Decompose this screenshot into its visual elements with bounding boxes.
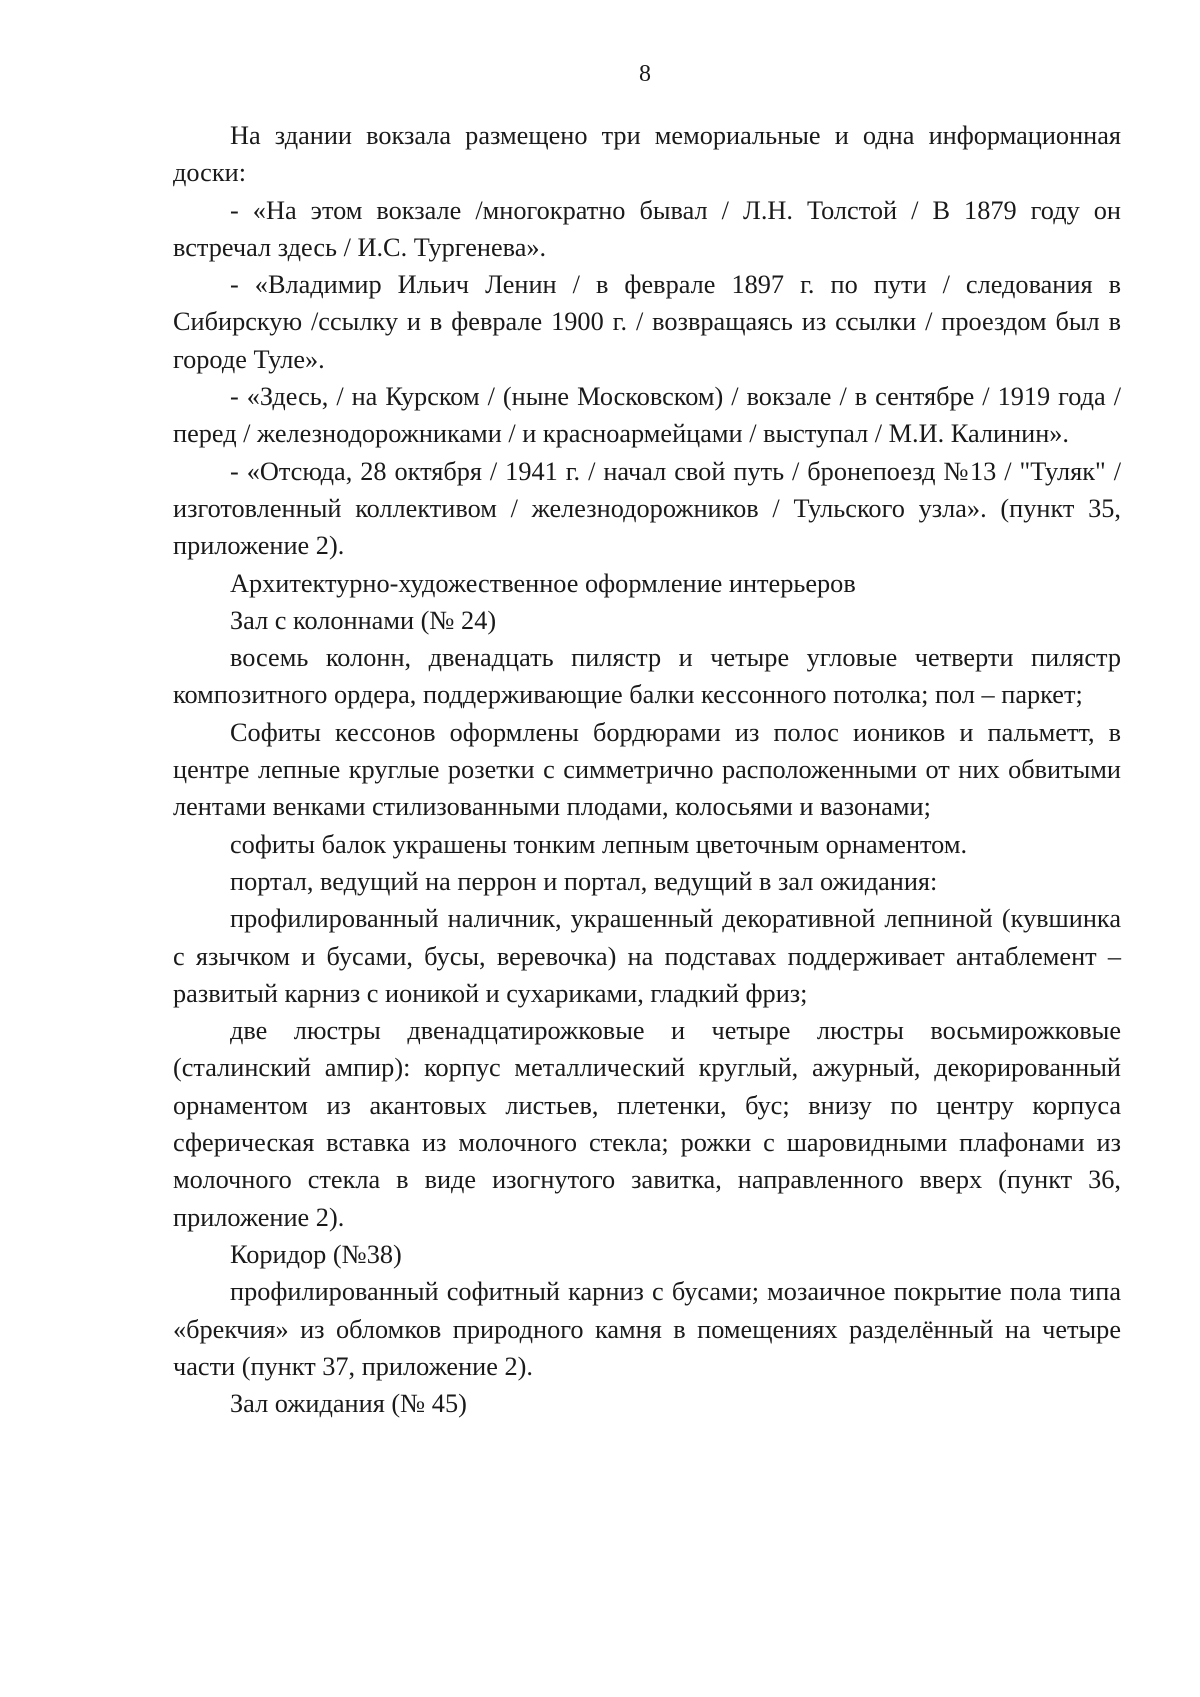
section-heading-interiors: Архитектурно-художественное оформление интерьеров — [230, 568, 856, 598]
paragraph-corridor-details: профилированный софитный карниз с бусами; мозаичное покрытие пола типа «брекчия» из обломков природного камня в помещениях разделённый на четыре части (пункт 37, приложение 2). — [173, 1277, 1121, 1381]
paragraph-coffers: Софиты кессонов оформлены бордюрами из полос иоников и пальметт, в центре лепные круглые розетки с симметрично расположенными от них обвитыми лентами венками стилизованными плодами, колосьями и вазонами; — [173, 717, 1121, 822]
page-number: 8 — [639, 61, 651, 87]
paragraph-portals: портал, ведущий на перрон и портал, ведущий в зал ожидания: — [230, 866, 938, 896]
subheading-waiting-hall: Зал ожидания (№ 45) — [230, 1389, 467, 1419]
paragraph-memorial-plaques-intro: На здании вокзала размещено три мемориальные и одна информационная доски: — [173, 121, 1121, 188]
paragraph-chandeliers: две люстры двенадцатирожковые и четыре люстры восьмирожковые (сталинский ампир): корпус металлический круглый, ажурный, декорированный орнаментом из акантовых листьев, плетенки, бус; внизу по центру корпуса сферическая вставка из молочного стекла; рожки с шаровидными плафонами из молочного стекла в виде изогнутого завитка, направленного вверх (пункт 36, приложение 2). — [173, 1016, 1121, 1232]
paragraph-plaque-kalinin: - «Здесь, / на Курском / (ныне Московском) / вокзале / в сентябре / 1919 года / перед / железнодорожниками / и красноармейцами / выступал / М.И. Калинин». — [173, 382, 1121, 449]
subheading-column-hall: Зал с колоннами (№ 24) — [230, 605, 497, 635]
paragraph-beams: софиты балок украшены тонким лепным цветочным орнаментом. — [230, 829, 968, 859]
paragraph-columns: восемь колонн, двенадцать пилястр и четыре угловые четверти пилястр композитного ордера, поддерживающие балки кессонного потолка; пол – паркет; — [173, 643, 1121, 710]
subheading-corridor: Коридор (№38) — [230, 1239, 402, 1269]
paragraph-plaque-tolstoy: - «На этом вокзале /многократно бывал / Л.Н. Толстой / В 1879 году он встречал здесь / И.С. Тургенева». — [173, 195, 1121, 262]
paragraph-plaque-armored-train: - «Отсюда, 28 октября / 1941 г. / начал свой путь / бронепоезд №13 / "Туляк" /изготовленный коллективом / железнодорожников / Тульского узла». (пункт 35, приложение 2). — [173, 456, 1121, 561]
document-body — [173, 117, 1121, 1422]
paragraph-architrave: профилированный наличник, украшенный декоративной лепниной (кувшинка с язычком и бусами, бусы, веревочка) на подставах поддерживает антаблемент – развитый карниз с ионикой и сухариками, гладкий фриз; — [173, 904, 1121, 1008]
paragraph-plaque-lenin: - «Владимир Ильич Ленин / в феврале 1897 г. по пути / следования в Сибирскую /ссылку и в феврале 1900 г. / возвращаясь из ссылки / проездом был в городе Туле». — [173, 270, 1121, 374]
